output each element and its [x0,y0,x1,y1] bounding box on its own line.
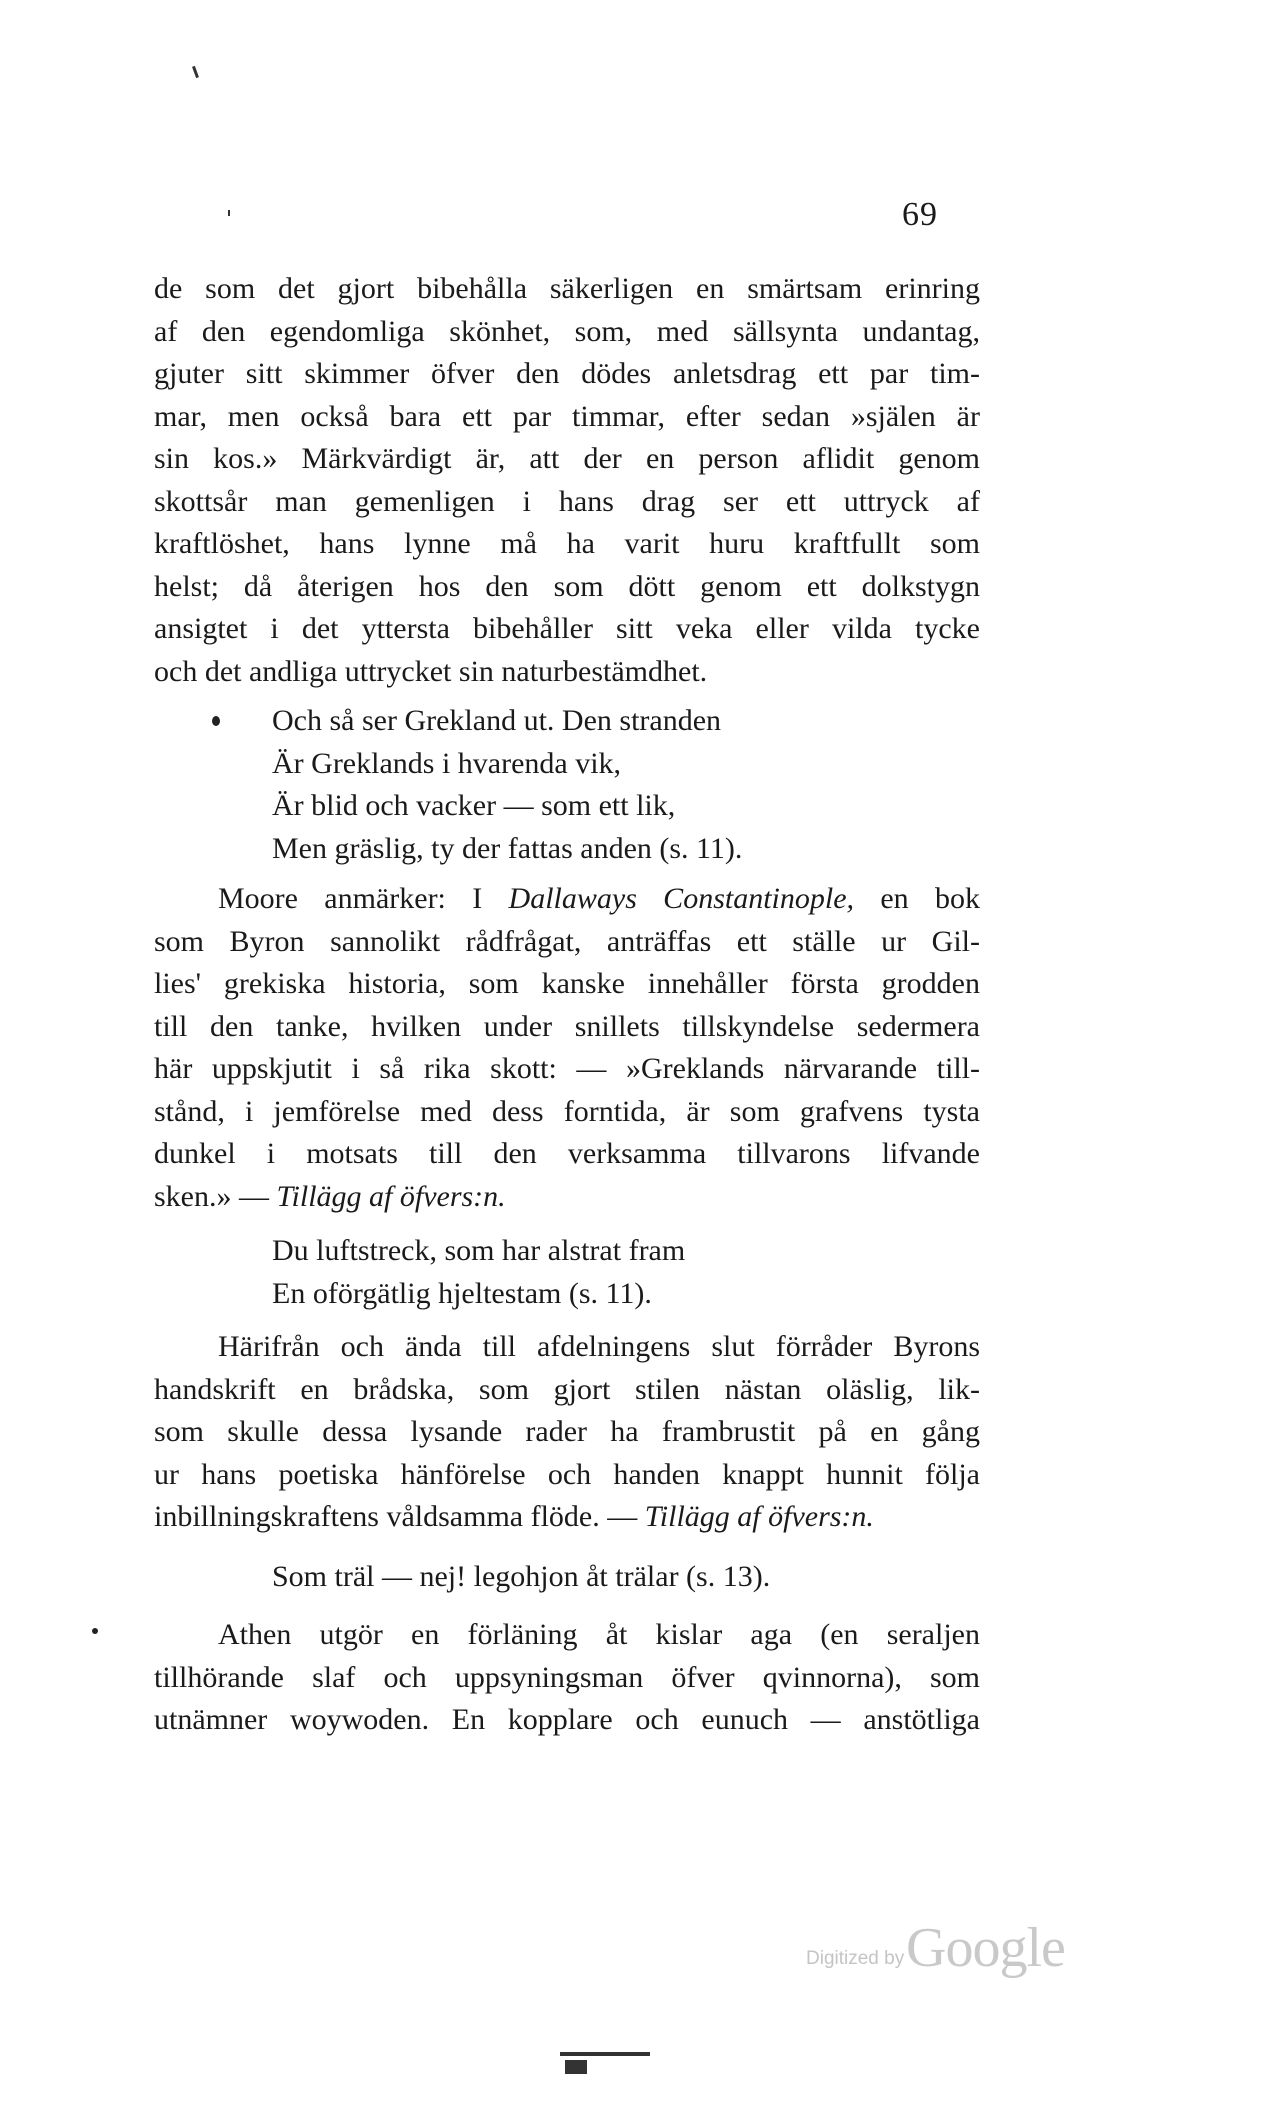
scan-mark-bottom-2 [565,2060,587,2074]
verse-2 [272,1230,685,1315]
text-run: en bok [854,882,980,915]
paragraph-line: Athen utgör en förläning åt kislar aga (en seraljen [218,1618,980,1651]
margin-dot [212,716,220,726]
paragraph-line: de som det gjort bibehålla säkerligen en smärtsam erinring [154,272,980,305]
paragraph-line: som Byron sannolikt rådfrågat, anträffas ett ställe ur Gil- [154,924,980,958]
verse-3 [272,1556,770,1599]
paragraph-line: gjuter sitt skimmer öfver den dödes anletsdrag ett par tim- [154,357,980,390]
paragraph-line [154,1496,980,1539]
google-logo: Google [906,1917,1065,1979]
paragraph-line: till den tanke, hvilken under snillets tillskyndelse sedermera [154,1009,980,1043]
scan-mark-bottom [560,2052,650,2056]
paragraph-line: som skulle dessa lysande rader ha frambrustit på en gång [154,1415,980,1448]
verse-line: Är Greklands i hvarenda vik, [272,746,622,780]
verse-line: Är blid och vacker — som ett lik, [272,789,676,822]
paragraph-line: och det andliga uttrycket sin naturbestämdhet. [154,654,708,688]
digitized-by-label: Digitized by [806,1948,905,1969]
paragraph-line [154,1176,980,1219]
paragraph-line: Härifrån och ända till afdelningens slut förråder Byrons [218,1330,980,1363]
paragraph-line: sin kos.» Märkvärdigt är, att der en person aflidit genom [154,442,980,475]
paragraph-4 [154,1614,980,1742]
verse-line: Du luftstreck, som har alstrat fram [272,1234,686,1267]
verse-line: En oförgätlig hjeltestam (s. 11). [272,1276,652,1310]
paragraph-line: ansigtet i det yttersta bibehåller sitt veka eller vilda tycke [154,612,980,645]
paragraph-line: ur hans poetiska hänförelse och handen knappt hunnit följa [154,1457,980,1491]
page-number: 69 [902,196,938,233]
paragraph-2 [154,878,980,1218]
verse-line: Och så ser Grekland ut. Den stranden [272,704,722,737]
text-run: inbillningskraftens våldsamma flöde. — [154,1500,645,1533]
paragraph-line: af den egendomliga skönhet, som, med sällsynta undantag, [154,314,980,348]
scan-mark-top [192,66,199,78]
verse-line: Som träl — nej! legohjon åt trälar (s. 13). [272,1560,771,1593]
text-run: Moore anmärker: I [218,882,509,915]
paragraph-line: utnämner woywoden. En kopplare och eunuch — anstötliga [154,1703,980,1736]
paragraph-1 [154,268,980,693]
paragraph-line: mar, men också bara ett par timmar, efter sedan »själen är [154,399,980,433]
italic-note: Tillägg af öfvers:n. [276,1179,506,1213]
paragraph-line: lies' grekiska historia, som kanske innehåller första grodden [154,967,980,1000]
verse-1 [272,700,742,870]
paragraph-3 [154,1326,980,1539]
paragraph-line: tillhörande slaf och uppsyningsman öfver qvinnorna), som [154,1660,980,1694]
paragraph-line [154,878,980,921]
paragraph-line: skottsår man gemenligen i hans drag ser ett uttryck af [154,484,980,518]
paragraph-line: dunkel i motsats till den verksamma tillvarons lifvande [154,1137,980,1170]
paragraph-line: kraftlöshet, hans lynne må ha varit huru kraftfullt som [154,527,980,560]
paragraph-line: stånd, i jemförelse med dess forntida, är som grafvens tysta [154,1094,980,1128]
text-run: sken.» — [154,1179,277,1213]
paragraph-line: här uppskjutit i så rika skott: — »Greklands närvarande till- [154,1052,980,1085]
paragraph-line: helst; då återigen hos den som dött genom ett dolkstygn [154,569,980,603]
italic-note: Tillägg af öfvers:n. [644,1500,874,1533]
paragraph-line: handskrift en brådska, som gjort stilen nästan oläslig, lik- [154,1372,980,1406]
scan-mark-small [228,210,230,216]
margin-dot [92,1628,98,1634]
italic-title: Dallaways Constantinople, [508,882,855,915]
verse-line: Men gräslig, ty der fattas anden (s. 11). [272,831,743,865]
